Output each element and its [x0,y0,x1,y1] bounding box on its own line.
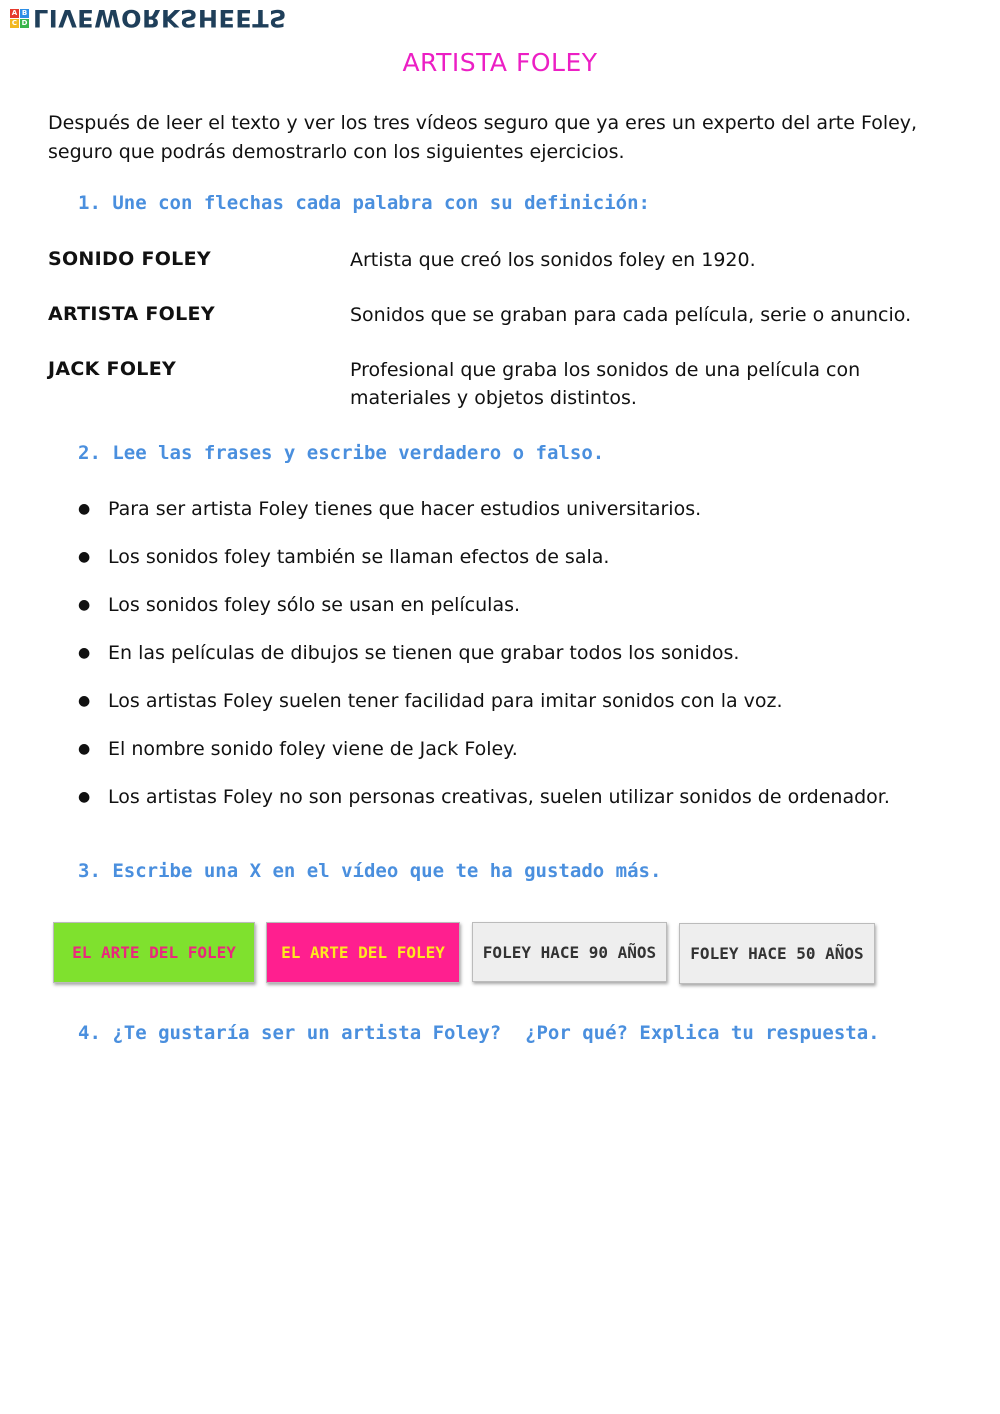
video-button-arte-foley-1[interactable]: EL ARTE DEL FOLEY [53,922,255,983]
video-button-foley-90[interactable]: FOLEY HACE 90 AÑOS [472,922,667,982]
statement-item: ● Para ser artista Foley tienes que hacer estudios universitarios. [78,495,890,543]
section-4-followup: ¿Por qué? Explica tu respuesta. [525,1022,880,1044]
statement-item: ● En las películas de dibujos se tienen que grabar todos los sonidos. [78,639,890,687]
section-2-heading: 2. Lee las frases y escribe verdadero o falso. [78,442,605,464]
logo-text: LIVEWORKSHEETS [33,4,287,32]
statement-item: ● El nombre sonido foley viene de Jack Foley. [78,735,890,783]
logo-block-c: C [11,18,18,27]
term-jack-foley[interactable]: JACK FOLEY [48,358,177,380]
section-3-heading: 3. Escribe una X en el vídeo que te ha gustado más. [78,860,662,882]
section-4-question: 4. ¿Te gustaría ser un artista Foley? [78,1022,502,1044]
statement-item: ● Los artistas Foley no son personas creativas, suelen utilizar sonidos de ordenador. [78,783,890,831]
statement-item: ● Los sonidos foley sólo se usan en películas. [78,591,890,639]
logo-blocks [10,9,29,28]
logo-block-a: A [11,8,18,17]
definition-1[interactable]: Artista que creó los sonidos foley en 1920. [350,249,756,271]
liveworksheets-logo [10,4,287,32]
statement-item: ● Los artistas Foley suelen tener facilidad para imitar sonidos con la voz. [78,687,890,735]
statement-item: ● Los sonidos foley también se llaman efectos de sala. [78,543,890,591]
section-1-heading: 1. Une con flechas cada palabra con su definición: [78,192,650,214]
page-title: ARTISTA FOLEY [402,48,598,77]
video-button-foley-50[interactable]: FOLEY HACE 50 AÑOS [679,923,875,984]
definition-3[interactable]: Profesional que graba los sonidos de una película con materiales y objetos distintos. [350,359,861,409]
video-button-arte-foley-2[interactable]: EL ARTE DEL FOLEY [266,922,460,983]
logo-block-b: B [21,8,28,17]
true-false-list [78,495,890,831]
term-artista-foley[interactable]: ARTISTA FOLEY [48,303,215,325]
term-sonido-foley[interactable]: SONIDO FOLEY [48,248,211,270]
definition-2[interactable]: Sonidos que se graban para cada película, serie o anuncio. [350,304,912,326]
logo-block-d: D [21,18,28,27]
intro-paragraph: Después de leer el texto y ver los tres vídeos seguro que ya eres un experto del arte Foley, seguro que podrás demostrarlo con los siguientes ejercicios. [48,112,918,163]
